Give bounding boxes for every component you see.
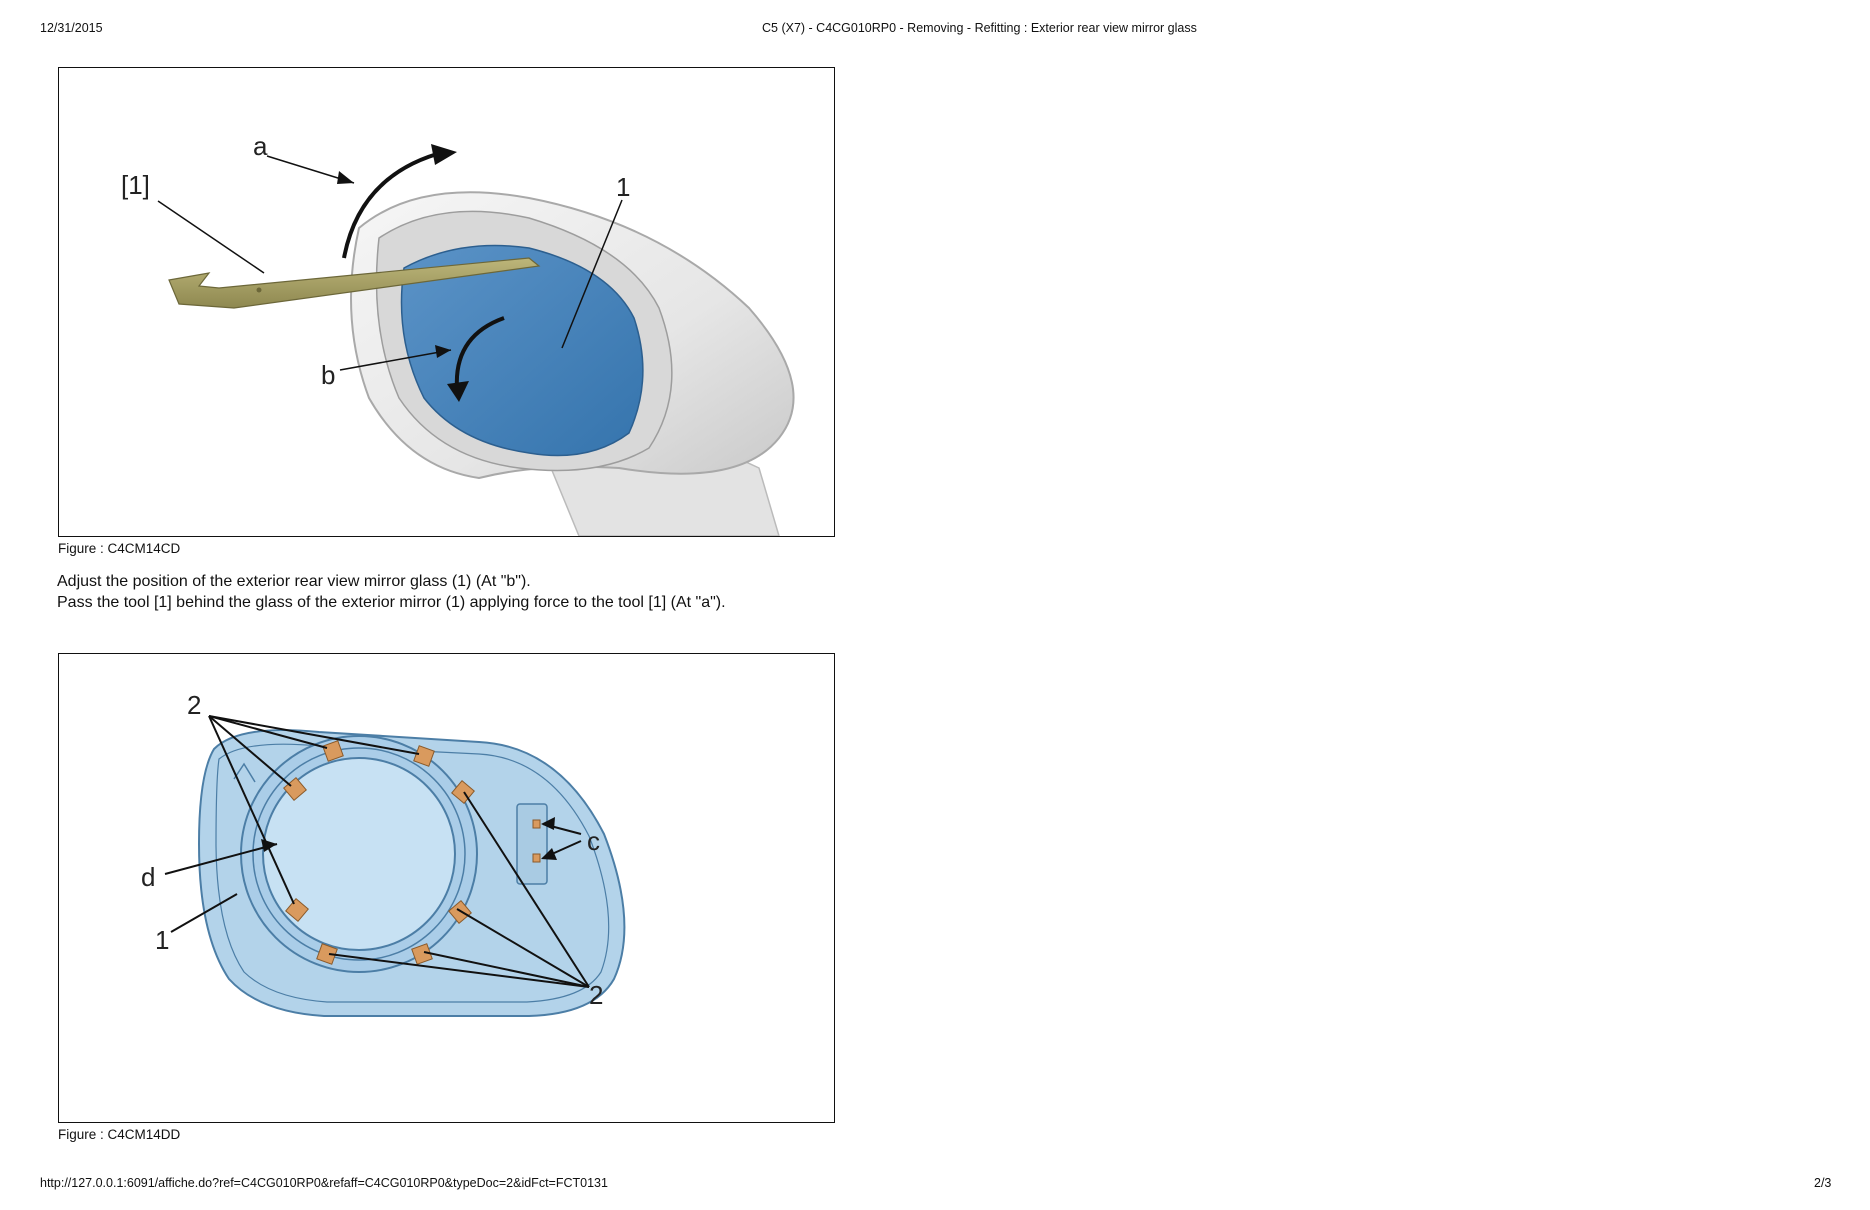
figure-2-illustration <box>59 654 834 1122</box>
page-url: http://127.0.0.1:6091/affiche.do?ref=C4CG010RP0&refaff=C4CG010RP0&typeDoc=2&idFct=FCT0131 <box>40 1176 608 1190</box>
label-clips-top: 2 <box>187 690 202 720</box>
figure-1-caption: Figure : C4CM14CD <box>58 541 181 556</box>
label-tool: [1] <box>121 170 150 200</box>
instruction-1: Adjust the position of the exterior rear view mirror glass (1) (At "b"). <box>57 573 531 590</box>
page-number: 2/3 <box>1814 1176 1832 1190</box>
label-d: d <box>141 862 156 892</box>
label-glass-2: 1 <box>155 925 170 955</box>
print-date: 12/31/2015 <box>40 21 103 35</box>
label-clips-bottom: 2 <box>589 980 604 1010</box>
connector-c <box>517 804 547 884</box>
page-title: C5 (X7) - C4CG010RP0 - Removing - Refitting : Exterior rear view mirror glass <box>762 21 1197 35</box>
label-a: a <box>253 131 268 161</box>
label-glass: 1 <box>616 172 631 202</box>
figure-2-caption: Figure : C4CM14DD <box>58 1127 181 1142</box>
figure-2-frame <box>58 653 835 1123</box>
instruction-2: Pass the tool [1] behind the glass of the exterior mirror (1) applying force to the tool [1] (At "a"). <box>57 594 726 611</box>
figure-1-illustration <box>59 68 834 536</box>
label-c: c <box>587 826 600 856</box>
figure-1-frame <box>58 67 835 537</box>
label-b: b <box>321 360 336 390</box>
